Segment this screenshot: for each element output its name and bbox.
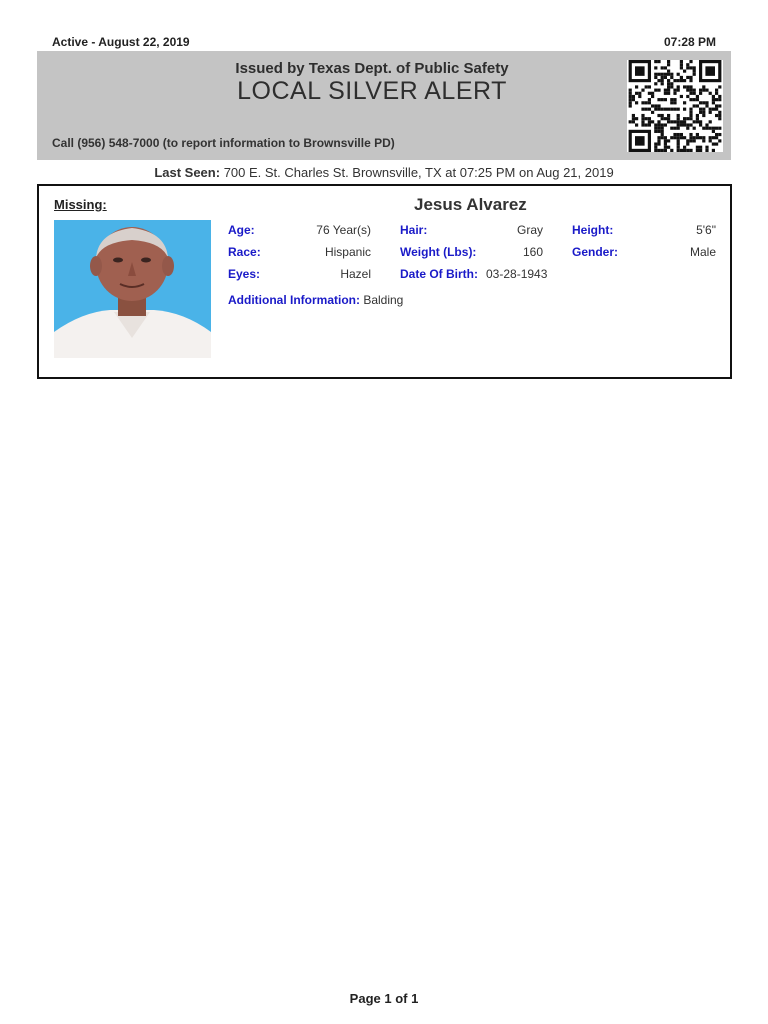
qr-code-icon <box>627 60 723 152</box>
page-number: Page 1 of 1 <box>349 991 419 1006</box>
age-label: Age: <box>228 223 255 237</box>
missing-label: Missing: <box>54 197 107 212</box>
additional-info-value: Balding <box>363 293 404 307</box>
alert-banner <box>37 51 731 160</box>
issued-by: Issued by Texas Dept. of Public Safety <box>235 60 509 77</box>
weight-value: 160 <box>522 245 543 259</box>
missing-person-card <box>37 184 732 379</box>
height-value: 5'6" <box>696 223 716 237</box>
height-label: Height: <box>572 223 614 237</box>
race-value: Hispanic <box>324 245 371 259</box>
call-info: Call (956) 548-7000 (to report information to Brownsville PD) <box>52 136 395 150</box>
last-seen-value: 700 E. St. Charles St. Brownsville, TX at 07:25 PM on Aug 21, 2019 <box>223 165 614 180</box>
last-seen-label: Last Seen: <box>154 165 221 180</box>
race-label: Race: <box>228 245 261 259</box>
additional-info-label: Additional Information: <box>228 293 360 307</box>
alert-title: LOCAL SILVER ALERT <box>237 77 507 105</box>
alert-status-date: Active - August 22, 2019 <box>52 35 190 49</box>
last-seen-line <box>37 165 731 180</box>
dob-value: 03-28-1943 <box>486 267 548 281</box>
hair-value: Gray <box>516 223 543 237</box>
person-name: Jesus Alvarez <box>414 195 527 214</box>
eyes-value: Hazel <box>340 267 371 281</box>
hair-label: Hair: <box>400 223 428 237</box>
gender-value: Male <box>689 245 716 259</box>
gender-label: Gender: <box>572 245 619 259</box>
additional-info <box>228 293 403 307</box>
eyes-label: Eyes: <box>228 267 261 281</box>
dob-label: Date Of Birth: <box>400 267 478 281</box>
alert-time: 07:28 PM <box>663 35 716 49</box>
weight-label: Weight (Lbs): <box>400 245 477 259</box>
person-photo <box>54 220 211 358</box>
age-value: 76 Year(s) <box>316 223 371 237</box>
